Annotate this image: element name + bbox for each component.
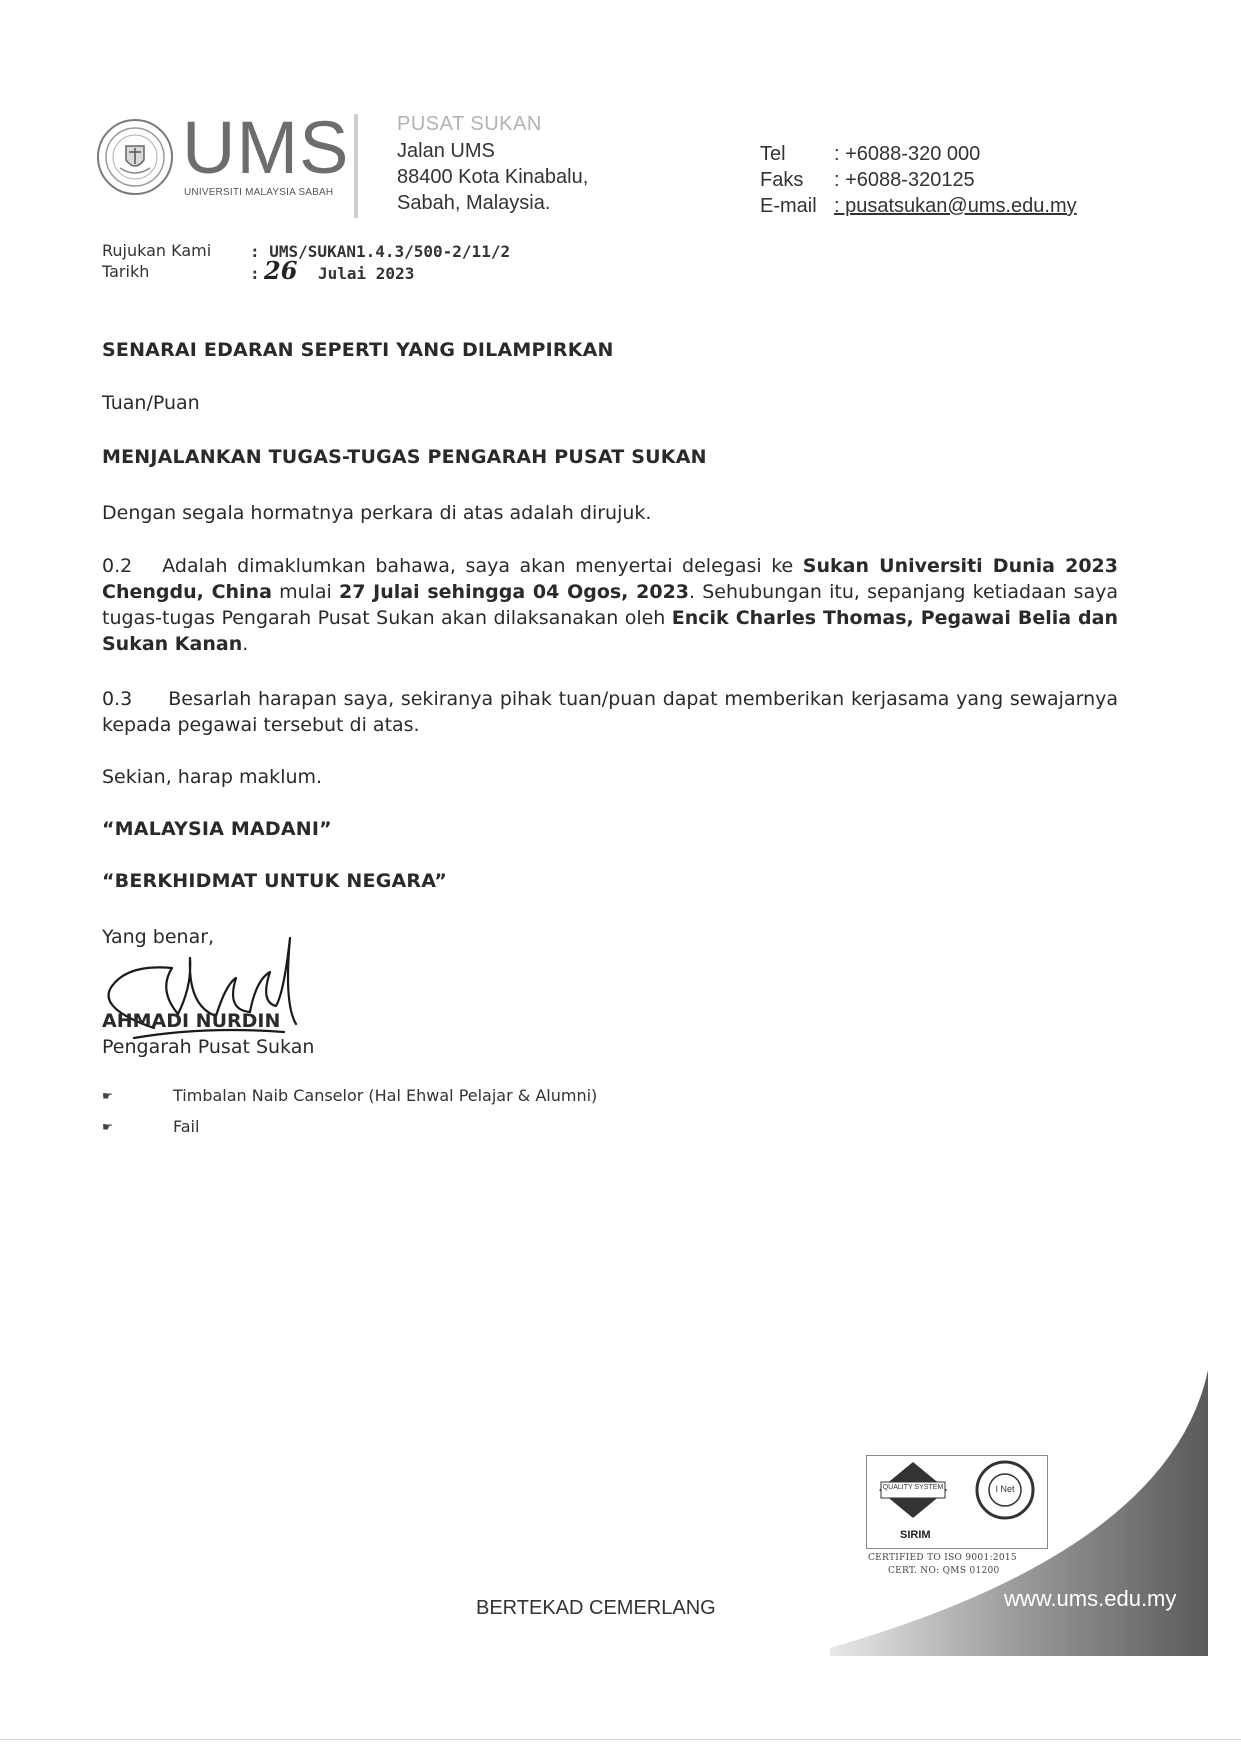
tel-label: Tel <box>760 143 786 165</box>
reference-number: : UMS/SUKAN1.4.3/500-2/11/2 <box>250 242 511 261</box>
certification-badge <box>866 1455 1048 1549</box>
pointing-hand-icon: ☛ <box>102 1120 113 1134</box>
logo-subtitle: UNIVERSITI MALAYSIA SABAH <box>184 187 334 198</box>
cc-item: Fail <box>173 1117 200 1136</box>
logo-wordmark: UMS <box>182 106 350 189</box>
department-name: PUSAT SUKAN <box>397 113 542 135</box>
recipient-line: SENARAI EDARAN SEPERTI YANG DILAMPIRKAN <box>102 339 614 361</box>
inet-text: I Net <box>995 1484 1015 1494</box>
paragraph-0-3: 0.3 Besarlah harapan saya, sekiranya pihak tuan/puan dapat memberikan kerjasama yang sewajarnya kepada pegawai tersebut di atas. <box>102 688 1118 736</box>
event-dates: 27 Julai sehingga 04 Ogos, 2023 <box>339 581 690 603</box>
paragraph-number: 0.3 <box>102 688 133 710</box>
letter-subject: MENJALANKAN TUGAS-TUGAS PENGARAH PUSAT SUKAN <box>102 446 707 468</box>
slogan-berkhidmat: “BERKHIDMAT UNTUK NEGARA” <box>102 870 448 892</box>
signatory-name: AHMADI NURDIN <box>102 1010 281 1032</box>
date-colon: : <box>250 264 260 283</box>
date-label: Tarikh <box>102 262 150 281</box>
iso-cert-line: CERTIFIED TO ISO 9001:2015 <box>868 1553 1017 1563</box>
closing-line: Sekian, harap maklum. <box>102 766 323 788</box>
email-label: E-mail <box>760 195 817 217</box>
cc-item: Timbalan Naib Canselor (Hal Ehwal Pelajar & Alumni) <box>173 1086 598 1105</box>
event-name: Sukan Universiti Dunia 2023 Chengdu, China <box>102 555 1118 603</box>
cert-number: CERT. NO: QMS 01200 <box>888 1566 1000 1576</box>
paragraph-0-2: 0.2 Adalah dimaklumkan bahawa, saya akan menyertai delegasi ke Sukan Universiti Dunia 2023 Chengdu, China mulai 27 Julai sehingga 04 Ogos, 2023. Sehubungan itu, sepanjang ketiadaan saya tugas-tugas Pengarah Pusat Sukan akan dilaksanakan oleh Encik Charles Thomas, Pegawai Belia dan Sukan Kanan. <box>102 555 1118 655</box>
address-line-3: Sabah, Malaysia. <box>397 192 551 214</box>
address-line-2: 88400 Kota Kinabalu, <box>397 166 589 188</box>
email-link[interactable]: : pusatsukan@ums.edu.my <box>834 195 1077 217</box>
footer-motto: BERTEKAD CEMERLANG <box>476 1597 716 1619</box>
sirim-label: SIRIM <box>900 1529 931 1541</box>
page-bottom-edge <box>0 1739 1241 1740</box>
fax-value: : +6088-320125 <box>834 169 975 191</box>
signoff: Yang benar, <box>102 926 215 948</box>
salutation: Tuan/Puan <box>102 392 200 414</box>
slogan-malaysia-madani: “MALAYSIA MADANI” <box>102 818 332 840</box>
paragraph-number: 0.2 <box>102 555 133 577</box>
tel-value: : +6088-320 000 <box>834 143 981 165</box>
header-divider <box>354 114 358 218</box>
fax-label: Faks <box>760 169 804 191</box>
intro-paragraph: Dengan segala hormatnya perkara di atas adalah dirujuk. <box>102 502 652 524</box>
reference-label: Rujukan Kami <box>102 241 212 260</box>
date-day-handwritten: 26 <box>264 256 298 285</box>
pointing-hand-icon: ☛ <box>102 1089 113 1103</box>
signatory-title: Pengarah Pusat Sukan <box>102 1036 315 1058</box>
website-link[interactable]: www.ums.edu.my <box>1004 1586 1177 1611</box>
address-line-1: Jalan UMS <box>397 140 495 162</box>
quality-system-text: QUALITY SYSTEM <box>882 1484 944 1491</box>
date-month-year: Julai 2023 <box>318 264 415 283</box>
acting-officer: Encik Charles Thomas, Pegawai Belia dan Sukan Kanan <box>102 607 1118 655</box>
university-crest-logo <box>96 118 174 196</box>
